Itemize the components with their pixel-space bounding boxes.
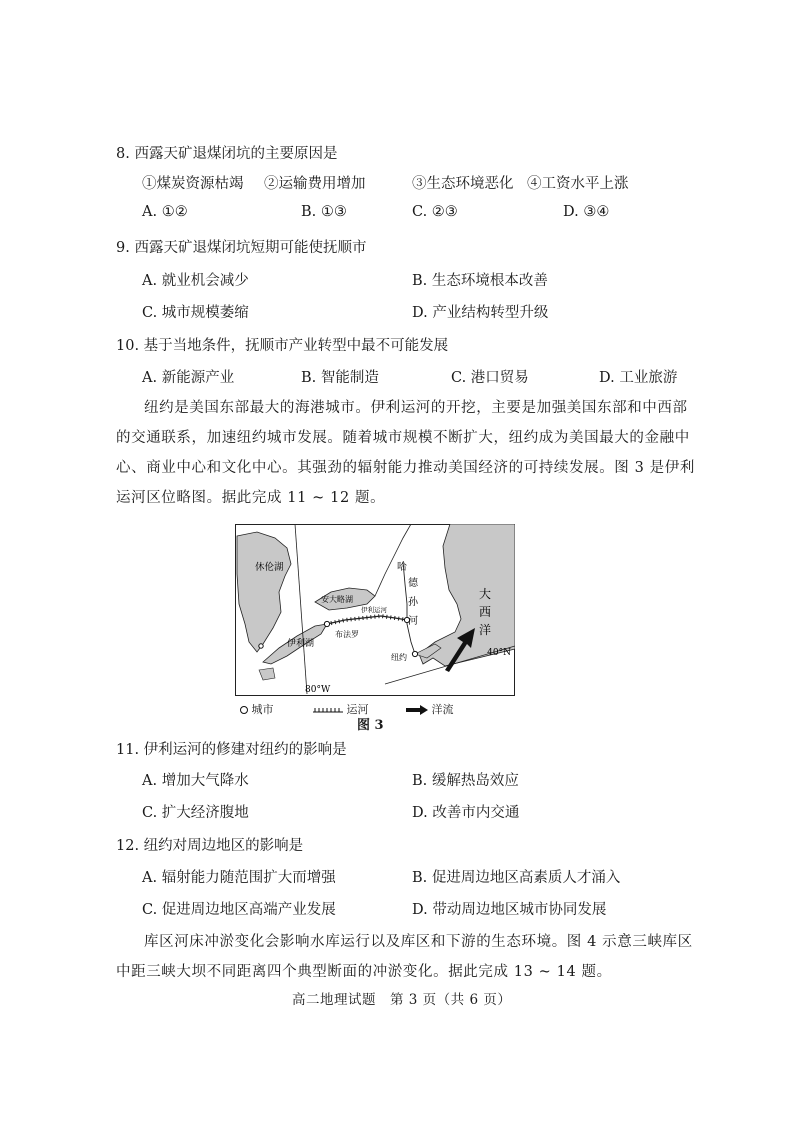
legend-city-label: 城市	[251, 703, 274, 716]
q8-option-a[interactable]: A. ①②	[142, 204, 188, 220]
label-canal: 伊利运河	[361, 606, 387, 614]
q11-option-a[interactable]: A. 增加大气降水	[142, 773, 249, 789]
q12-option-c[interactable]: C. 促进周边地区高端产业发展	[142, 902, 336, 918]
erie-canal-map	[235, 524, 515, 696]
page-footer: 高二地理试题 第 3 页（共 6 页）	[292, 992, 512, 1008]
legend-current-label: 洋流	[431, 703, 454, 716]
q11-option-c[interactable]: C. 扩大经济腹地	[142, 805, 249, 821]
label-hudson-3: 孙	[408, 597, 418, 608]
q10-option-c[interactable]: C. 港口贸易	[451, 370, 529, 386]
q10-stem: 10. 基于当地条件，抚顺市产业转型中最不可能发展	[116, 338, 449, 354]
label-atlantic-3: 洋	[479, 623, 492, 637]
figure-caption: 图 3	[357, 718, 384, 733]
current-arrow-legend-icon	[406, 705, 428, 715]
legend-city	[240, 701, 274, 717]
passage-newyork-text: 纽约是美国东部最大的海港城市。伊利运河的开挖，主要是加强美国东部和中西部的交通联系，加速纽约城市发展。随着城市规模不断扩大，纽约成为美国最大的金融中心、商业中心和文化中心。其强劲的辐射能力推动美国经济的可持续发展。图 3 是伊利运河区位略图。据此完成 11 ~ 12 题。	[116, 400, 695, 506]
q12-option-b[interactable]: B. 促进周边地区高素质人才涌入	[412, 870, 621, 886]
q9-option-b[interactable]: B. 生态环境根本改善	[412, 273, 548, 289]
city-buffalo-marker	[324, 621, 329, 626]
label-atlantic-1: 大	[479, 587, 492, 601]
passage-newyork	[116, 393, 696, 513]
label-hudson-4: 河	[408, 616, 418, 627]
q9-option-c[interactable]: C. 城市规模萎缩	[142, 305, 249, 321]
q8-stem: 8. 西露天矿退煤闭坑的主要原因是	[116, 146, 338, 162]
passage-three-gorges-text: 库区河床冲淤变化会影响水库运行以及库区和下游的生态环境。图 4 示意三峡库区中距三峡大坝不同距离四个典型断面的冲淤变化。据此完成 13 ~ 14 题。	[116, 934, 693, 980]
q10-option-d[interactable]: D. 工业旅游	[599, 370, 678, 386]
q9-option-a[interactable]: A. 就业机会减少	[142, 273, 249, 289]
label-80w: 80°W	[305, 685, 331, 695]
q9-stem: 9. 西露天矿退煤闭坑短期可能使抚顺市	[116, 240, 367, 256]
legend-canal-label: 运河	[346, 703, 369, 716]
q8-option-c[interactable]: C. ②③	[412, 204, 458, 220]
q8-option-d[interactable]: D. ③④	[563, 204, 610, 220]
city-newyork-marker	[412, 651, 417, 656]
q9-option-d[interactable]: D. 产业结构转型升级	[412, 305, 549, 321]
q8-item-4: ④工资水平上涨	[527, 176, 629, 192]
label-newyork: 纽约	[391, 653, 407, 662]
label-huron: 休伦湖	[255, 562, 284, 573]
q11-option-b[interactable]: B. 缓解热岛效应	[412, 773, 519, 789]
q8-item-3: ③生态环境恶化	[412, 176, 514, 192]
city-legend-icon	[240, 706, 248, 714]
q12-option-a[interactable]: A. 辐射能力随范围扩大而增强	[142, 870, 336, 886]
label-40n: 40°N	[487, 648, 511, 658]
label-buffalo: 布法罗	[335, 630, 359, 639]
q8-option-b[interactable]: B. ①③	[301, 204, 347, 220]
canal-legend-icon	[313, 706, 343, 714]
label-erie: 伊利湖	[287, 639, 315, 649]
label-atlantic-2: 西	[479, 605, 492, 619]
legend-current	[406, 701, 454, 717]
q11-option-d[interactable]: D. 改善市内交通	[412, 805, 520, 821]
q12-stem: 12. 纽约对周边地区的影响是	[116, 838, 304, 854]
q8-item-2: ②运输费用增加	[264, 176, 366, 192]
label-hudson-2: 德	[408, 578, 418, 589]
passage-three-gorges	[116, 927, 696, 987]
q12-option-d[interactable]: D. 带动周边地区城市协同发展	[412, 902, 607, 918]
q10-option-a[interactable]: A. 新能源产业	[142, 370, 235, 386]
label-ontario: 安大略湖	[321, 595, 353, 604]
q8-item-1: ①煤炭资源枯竭	[142, 176, 244, 192]
label-hudson-1: 哈	[397, 562, 407, 573]
q10-option-b[interactable]: B. 智能制造	[301, 370, 379, 386]
q11-stem: 11. 伊利运河的修建对纽约的影响是	[116, 742, 347, 758]
city-detroit-marker	[259, 644, 263, 648]
